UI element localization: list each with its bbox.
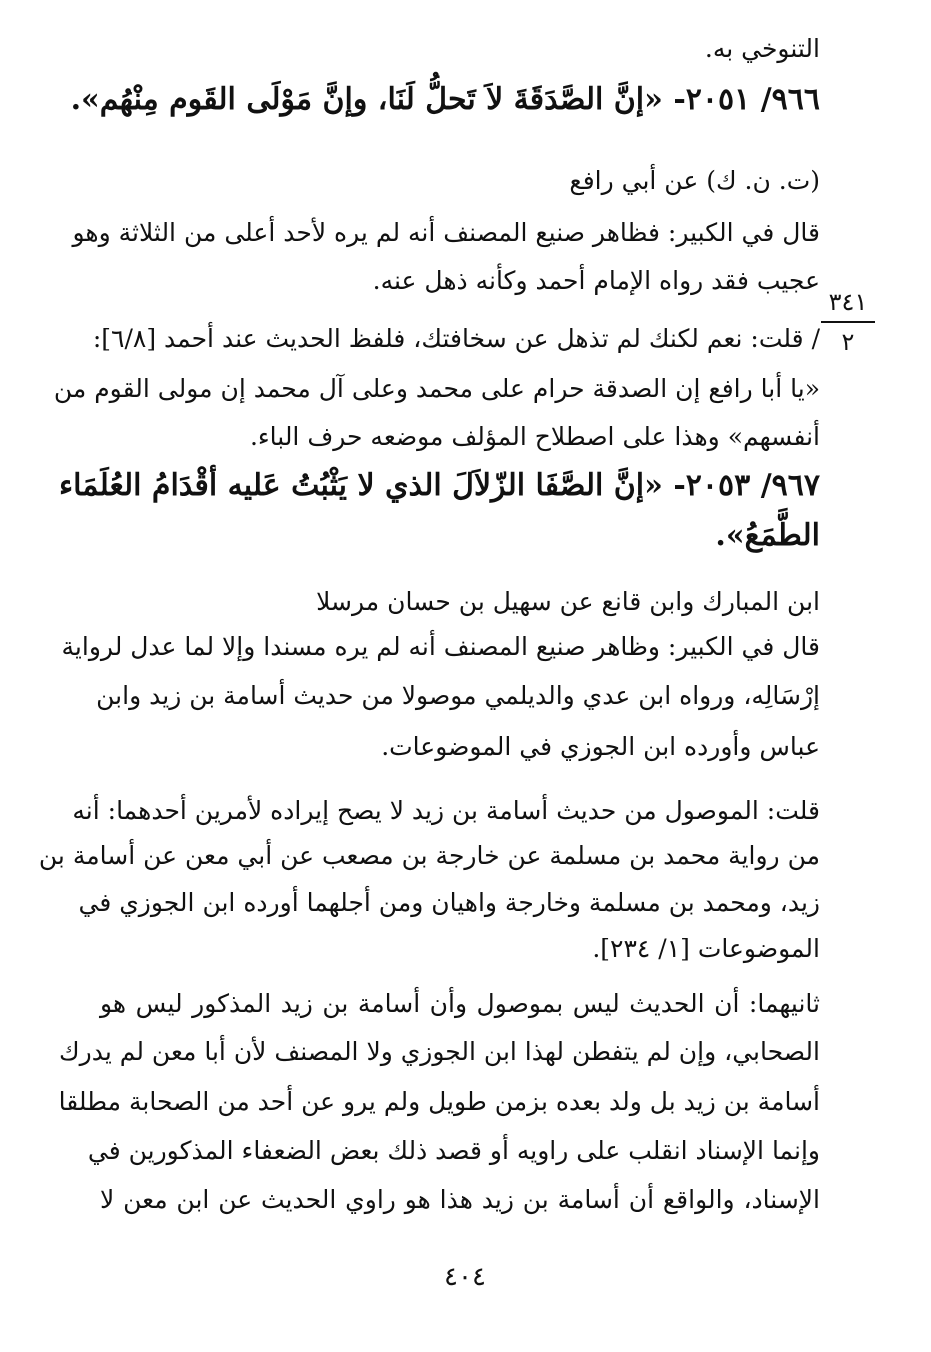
page-number: ٤٠٤ xyxy=(444,1262,486,1292)
text-line-7: «يا أبا رافع إن الصدقة حرام على محمد وعلى آل محمد إن مولى القوم من xyxy=(53,374,820,403)
text-line-16: من رواية محمد بن مسلمة عن خارجة بن مصعب عن أبي معن عن أسامة بن xyxy=(38,841,820,870)
text-line-8: أنفسهم» وهذا على اصطلاح المؤلف موضعه حرف الباء. xyxy=(249,422,820,451)
hadith-967-source: ابن المبارك وابن قانع عن سهيل بن حسان مرسلا xyxy=(316,587,820,616)
text-line-6: / قلت: نعم لكنك لم تذهل عن سخافتك، فلفظ الحديث عند أحمد [٦/٨]: xyxy=(92,324,820,353)
text-line-13: إرْسَالِه، ورواه ابن عدي والديلمي موصولا من حديث أسامة بن زيد وابن xyxy=(96,681,820,710)
margin-reference xyxy=(818,285,878,359)
text-line-5: عجيب فقد رواه الإمام أحمد وكأنه ذهل عنه. xyxy=(372,266,820,295)
text-line-4: قال في الكبير: فظاهر صنيع المصنف أنه لم يره لأحد أعلى من الثلاثة وهو xyxy=(72,218,820,247)
text-line-20: الصحابي، وإن لم يتفطن لهذا ابن الجوزي ولا المصنف لأن أبا معن لم يدرك xyxy=(59,1037,820,1066)
text-line-14: عباس وأورده ابن الجوزي في الموضوعات. xyxy=(381,732,820,761)
text-line-21: أسامة بن زيد بل ولد بعده بزمن طويل ولم يرو عن أحد من الصحابة مطلقا xyxy=(58,1087,820,1116)
text-line-15: قلت: الموصول من حديث أسامة بن زيد لا يصح إيراده لأمرين أحدهما: أنه xyxy=(72,796,820,825)
margin-reference-bottom: ٢ xyxy=(841,328,855,356)
margin-reference-rule xyxy=(821,321,875,323)
text-line-18: الموضوعات [١/ ٢٣٤]. xyxy=(592,934,820,963)
hadith-967-heading-end: الطَّمَعُ». xyxy=(715,518,820,553)
text-line-17: زيد، ومحمد بن مسلمة وخارجة واهيان ومن أجلهما أورده ابن الجوزي في xyxy=(78,888,820,917)
text-line-23: الإسناد، والواقع أن أسامة بن زيد هذا هو راوي الحديث عن ابن معن لا xyxy=(100,1185,820,1214)
hadith-966-heading: ٩٦٦/ ٢٠٥١- «إنَّ الصَّدَقَةَ لاَ تَحلُّ لَنَا، وإنَّ مَوْلَى القَوم مِنْهُم». xyxy=(70,82,820,117)
text-line-19: ثانيهما: أن الحديث ليس بموصول وأن أسامة بن زيد المذكور ليس هو xyxy=(100,989,820,1018)
document-page xyxy=(38,0,820,1352)
text-line-1: التنوخي به. xyxy=(704,34,820,63)
text-line-22: وإنما الإسناد انقلب على راويه أو قصد ذلك بعض الضعفاء المذكورين في xyxy=(87,1136,820,1165)
text-line-12: قال في الكبير: وظاهر صنيع المصنف أنه لم يره مسندا وإلا لما عدل لرواية xyxy=(61,632,820,661)
hadith-966-source: (ت. ن. ك) عن أبي رافع xyxy=(569,166,820,195)
margin-reference-top: ٣٤١ xyxy=(828,288,868,316)
hadith-967-heading: ٩٦٧/ ٢٠٥٣- «إنَّ الصَّفَا الزّلاَلَ الذي لا يَثْبُتُ عَليه أقْدَامُ العُلَمَاء xyxy=(58,468,820,503)
